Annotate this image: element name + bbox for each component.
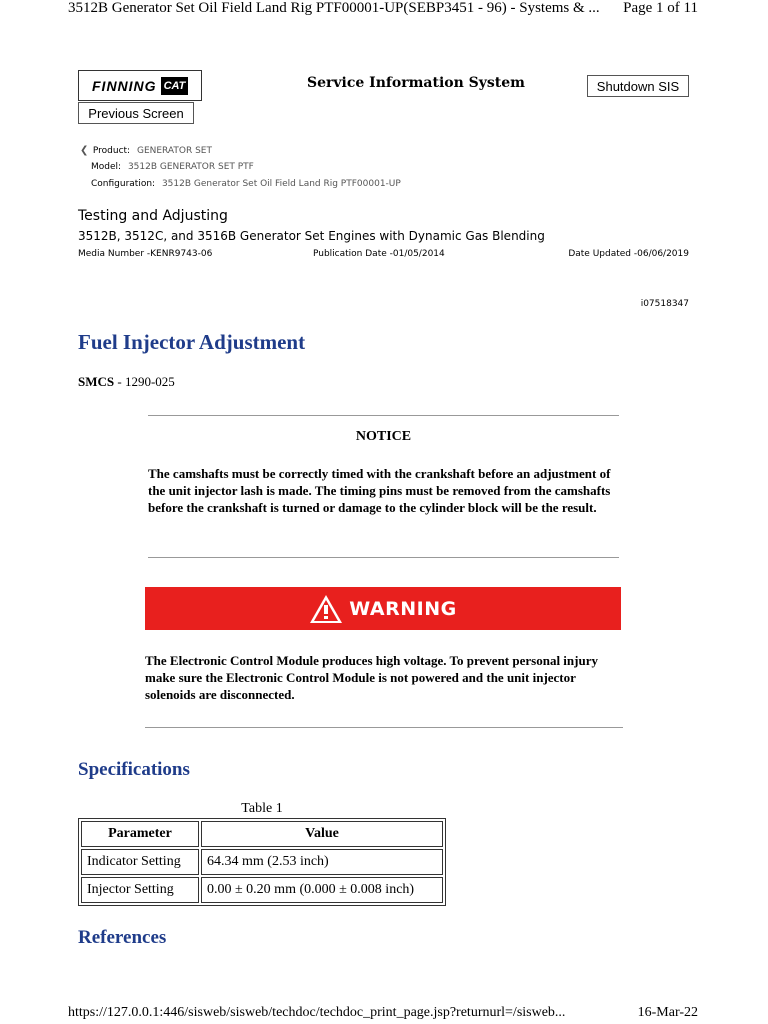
table-cell-parameter: Injector Setting bbox=[81, 877, 199, 903]
specifications-heading: Specifications bbox=[78, 759, 190, 780]
table-caption: Table 1 bbox=[241, 801, 283, 816]
notice-bottom-divider bbox=[148, 557, 619, 558]
notice-top-divider bbox=[148, 415, 619, 416]
product-label: Product: bbox=[92, 146, 131, 156]
configuration-value: 3512B Generator Set Oil Field Land Rig PTF00001-UP bbox=[161, 179, 401, 189]
article-heading: Fuel Injector Adjustment bbox=[78, 330, 306, 354]
media-number: Media Number -KENR9743-06 bbox=[78, 249, 213, 259]
print-footer-date: 16-Mar-22 bbox=[637, 1005, 698, 1020]
print-footer-url: https://127.0.0.1:446/sisweb/sisweb/techdoc/techdoc_print_page.jsp?returnurl=/sisweb... bbox=[68, 1005, 566, 1020]
warning-bottom-divider bbox=[145, 727, 623, 728]
previous-screen-button[interactable]: Previous Screen bbox=[78, 102, 194, 124]
back-chevron-icon[interactable]: ❮ bbox=[80, 145, 89, 156]
table-cell-value: 64.34 mm (2.53 inch) bbox=[201, 849, 443, 875]
cat-logo-badge: CAT bbox=[161, 77, 189, 95]
configuration-label: Configuration: bbox=[91, 179, 156, 189]
warning-label: WARNING bbox=[349, 597, 457, 620]
table-header-row bbox=[81, 821, 443, 847]
smcs-label: SMCS bbox=[78, 374, 115, 389]
document-title: Testing and Adjusting bbox=[78, 208, 228, 224]
table-header-parameter: Parameter bbox=[81, 821, 199, 847]
document-subtitle: 3512B, 3512C, and 3516B Generator Set Engines with Dynamic Gas Blending bbox=[78, 229, 545, 243]
document-id: i07518347 bbox=[640, 299, 689, 309]
notice-title: NOTICE bbox=[355, 429, 412, 444]
table-header-value: Value bbox=[201, 821, 443, 847]
table-cell-value: 0.00 ± 0.20 mm (0.000 ± 0.008 inch) bbox=[201, 877, 443, 903]
print-header-title: 3512B Generator Set Oil Field Land Rig PTF00001-UP(SEBP3451 - 96) - Systems & ... bbox=[68, 0, 600, 16]
specifications-table bbox=[78, 818, 446, 906]
model-value: 3512B GENERATOR SET PTF bbox=[127, 162, 254, 172]
product-line bbox=[80, 145, 212, 156]
warning-banner bbox=[145, 587, 621, 630]
warning-text: The Electronic Control Module produces high voltage. To prevent personal injury make sure the Electronic Control Module is not powered and the unit injector solenoids are disconnected. bbox=[145, 653, 598, 702]
table-row bbox=[81, 849, 443, 875]
table-cell-parameter: Indicator Setting bbox=[81, 849, 199, 875]
table-row bbox=[81, 877, 443, 903]
model-line bbox=[91, 162, 254, 172]
finning-logo-text: FINNING bbox=[92, 77, 157, 94]
date-updated: Date Updated -06/06/2019 bbox=[568, 249, 689, 259]
publication-date: Publication Date -01/05/2014 bbox=[313, 249, 445, 259]
sis-title: Service Information System bbox=[307, 75, 525, 91]
shutdown-sis-button[interactable]: Shutdown SIS bbox=[587, 75, 689, 97]
notice-text: The camshafts must be correctly timed with the crankshaft before an adjustment of the unit injector lash is made. The timing pins must be removed from the camshafts before the crankshaft is turned or damage to the cylinder block will be the result. bbox=[148, 466, 611, 515]
product-value: GENERATOR SET bbox=[136, 146, 212, 156]
references-heading: References bbox=[78, 927, 167, 948]
warning-triangle-icon bbox=[309, 594, 343, 624]
print-header bbox=[0, 0, 768, 20]
print-header-page: Page 1 of 11 bbox=[623, 0, 698, 16]
configuration-line bbox=[91, 179, 401, 189]
smcs-value: - 1290-025 bbox=[114, 374, 175, 389]
model-label: Model: bbox=[91, 162, 122, 172]
finning-cat-logo bbox=[78, 70, 202, 101]
smcs-code bbox=[78, 374, 175, 390]
